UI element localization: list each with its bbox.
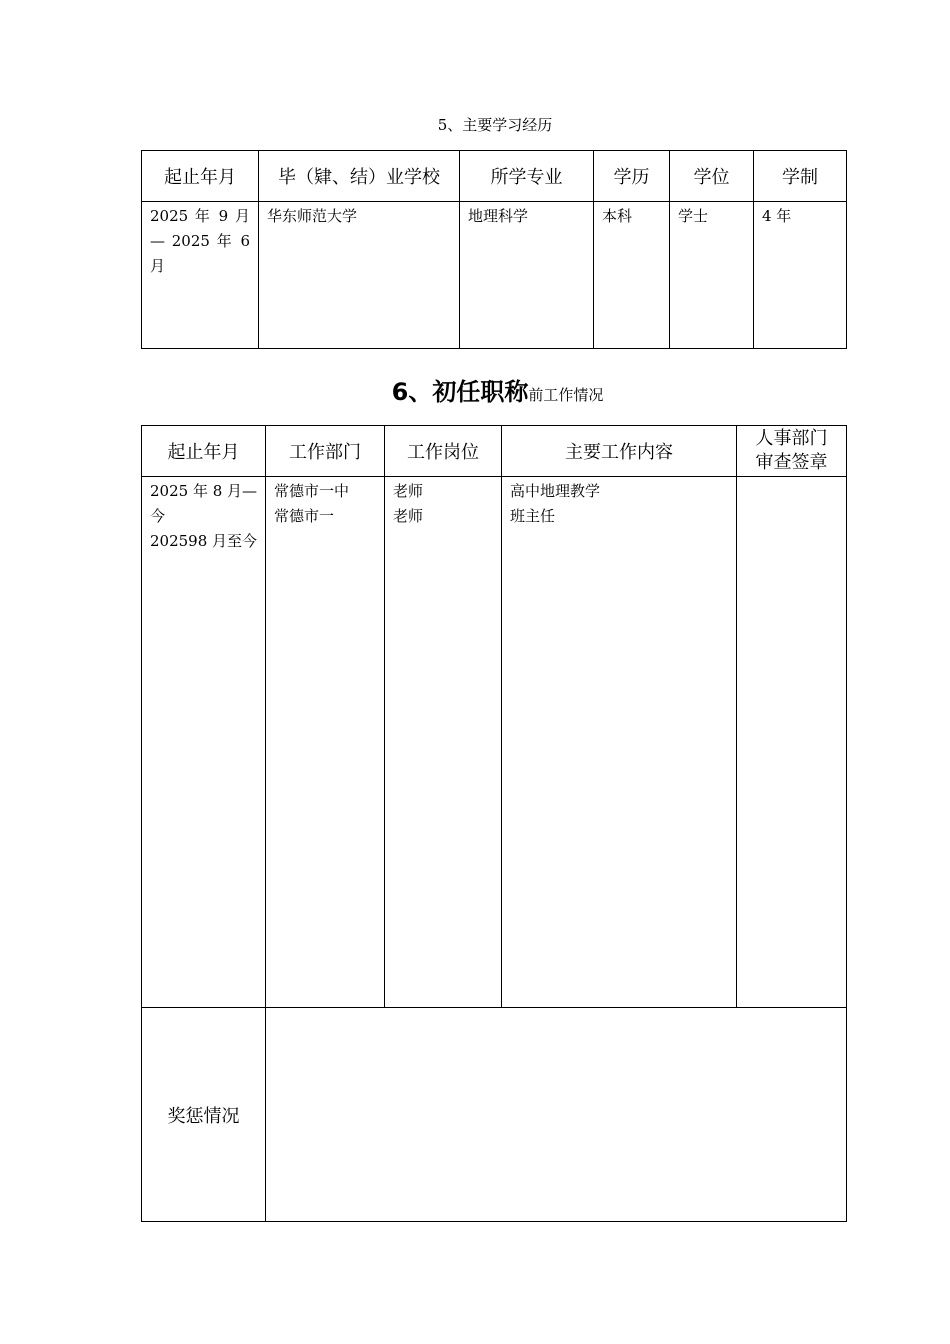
work-position-line: 老师 bbox=[393, 507, 424, 525]
work-content-line: 班主任 bbox=[510, 507, 556, 525]
header-hr-review bbox=[737, 426, 847, 477]
header-hr-line2: 审查签章 bbox=[755, 452, 828, 473]
section6-title-main: 6、初任职称 bbox=[391, 378, 529, 406]
section6-title bbox=[0, 372, 950, 407]
study-education-cell bbox=[594, 202, 670, 349]
study-school-cell bbox=[259, 202, 460, 349]
header-position: 工作岗位 bbox=[385, 426, 502, 477]
work-position-cell bbox=[385, 477, 502, 1008]
work-department-cell bbox=[266, 477, 385, 1008]
study-school: 华东师范大学 bbox=[267, 207, 358, 225]
study-period-line: 2025 年 9 月 bbox=[150, 207, 250, 225]
study-major: 地理科学 bbox=[468, 207, 529, 225]
header-work-period: 起止年月 bbox=[142, 426, 266, 477]
study-major-cell bbox=[460, 202, 594, 349]
header-degree: 学位 bbox=[670, 151, 754, 202]
header-work-content: 主要工作内容 bbox=[502, 426, 737, 477]
study-education: 本科 bbox=[602, 207, 633, 225]
work-period-cell bbox=[142, 477, 266, 1008]
study-duration: 4 年 bbox=[762, 207, 792, 225]
work-period-line: 202598 月至今 bbox=[150, 532, 258, 550]
work-position-line: 老师 bbox=[393, 482, 424, 500]
study-history-table bbox=[141, 150, 847, 349]
awards-value bbox=[266, 1008, 847, 1222]
study-period-line: — 2025 年 6 bbox=[150, 232, 250, 250]
header-education: 学历 bbox=[594, 151, 670, 202]
work-period-line: 今 bbox=[150, 507, 166, 525]
study-period-line: 月 bbox=[150, 257, 166, 275]
awards-label: 奖惩情况 bbox=[142, 1008, 266, 1222]
work-department-line: 常德市一 bbox=[274, 507, 335, 525]
header-period: 起止年月 bbox=[142, 151, 259, 202]
work-period-line: 2025 年 8 月— bbox=[150, 482, 258, 500]
hr-review-cell bbox=[737, 477, 847, 1008]
work-content-line: 高中地理教学 bbox=[510, 482, 601, 500]
work-content-cell bbox=[502, 477, 737, 1008]
study-period-cell bbox=[142, 202, 259, 349]
header-school: 毕（肄、结）业学校 bbox=[259, 151, 460, 202]
header-duration: 学制 bbox=[754, 151, 847, 202]
work-history-table bbox=[141, 425, 847, 1222]
table-row bbox=[142, 1008, 847, 1222]
section5-title: 5、主要学习经历 bbox=[437, 116, 553, 134]
study-degree: 学士 bbox=[678, 207, 709, 225]
table-row bbox=[142, 202, 847, 349]
study-degree-cell bbox=[670, 202, 754, 349]
header-department: 工作部门 bbox=[266, 426, 385, 477]
work-department-line: 常德市一中 bbox=[274, 482, 350, 500]
header-hr-line1: 人事部门 bbox=[755, 428, 828, 449]
header-major: 所学专业 bbox=[460, 151, 594, 202]
section6-title-sub: 前工作情况 bbox=[528, 386, 604, 404]
table-row bbox=[142, 477, 847, 1008]
study-duration-cell bbox=[754, 202, 847, 349]
